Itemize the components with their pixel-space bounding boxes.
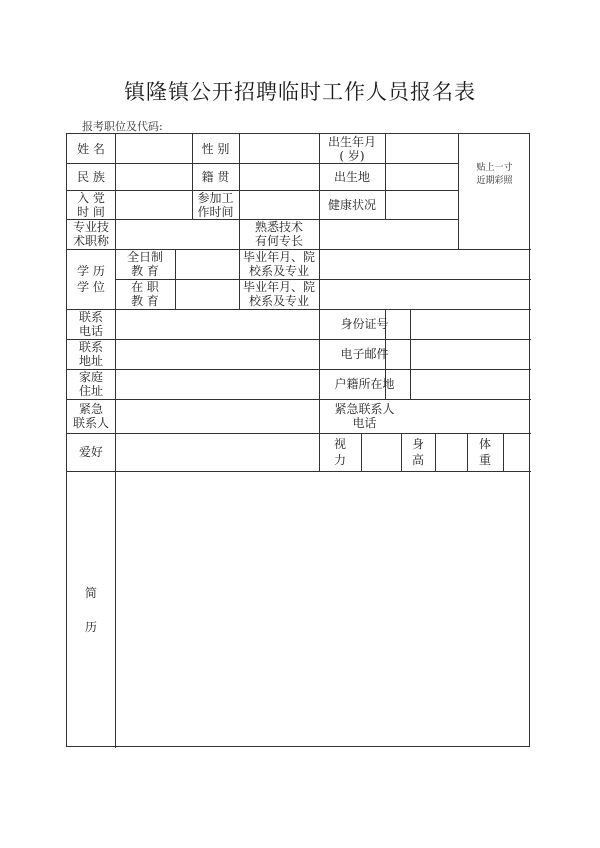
professional-title-label: 专业技 术职称 xyxy=(72,220,109,248)
weight-label: 体 重 xyxy=(478,437,491,467)
weight-field[interactable] xyxy=(503,433,531,471)
id-number-field[interactable] xyxy=(410,309,531,339)
height-field[interactable] xyxy=(435,433,467,471)
inservice-education-label: 在 职 教 育 xyxy=(131,280,159,308)
ethnicity-label: 民 族 xyxy=(77,169,105,184)
inservice-education-field[interactable] xyxy=(175,279,239,309)
birth-date-label: 出生年月 ( 岁) xyxy=(327,134,376,163)
name-field[interactable] xyxy=(115,134,192,163)
height-label: 身 高 xyxy=(411,437,424,467)
native-place-field[interactable] xyxy=(239,163,319,190)
address-field[interactable] xyxy=(115,339,319,369)
gender-field[interactable] xyxy=(239,134,319,163)
skills-field[interactable] xyxy=(319,219,458,249)
household-field[interactable] xyxy=(410,369,531,399)
vision-label: 视 力 xyxy=(333,437,346,467)
photo-box[interactable]: 贴上一寸 近期彩照 xyxy=(476,163,513,186)
position-code-label: 报考职位及代码: xyxy=(82,120,163,133)
emergency-contact-label: 紧急 联系人 xyxy=(72,402,109,430)
home-address-label: 家庭 住址 xyxy=(78,370,103,398)
professional-title-field[interactable] xyxy=(115,219,239,249)
party-join-field[interactable] xyxy=(115,190,192,219)
party-join-label: 入 党 时 间 xyxy=(77,190,105,219)
name-label: 姓 名 xyxy=(77,141,105,156)
health-field[interactable] xyxy=(385,190,458,219)
emergency-phone-label: 紧急联系人 电话 xyxy=(334,402,395,430)
vision-field[interactable] xyxy=(361,433,401,471)
emergency-contact-field[interactable] xyxy=(115,399,319,433)
hobby-label: 爱好 xyxy=(78,445,103,459)
registration-form xyxy=(66,133,530,747)
birth-date-field[interactable] xyxy=(385,134,458,163)
hobby-field[interactable] xyxy=(115,433,319,471)
gender-label: 性 别 xyxy=(201,141,230,156)
inservice-graduation-label: 毕业年月、院 校系及专业 xyxy=(242,280,315,308)
address-label: 联系 地址 xyxy=(78,340,103,368)
inservice-graduation-field[interactable] xyxy=(319,279,531,309)
phone-field[interactable] xyxy=(115,309,319,339)
fulltime-graduation-label: 毕业年月、院 校系及专业 xyxy=(242,250,315,278)
ethnicity-field[interactable] xyxy=(115,163,192,190)
birthplace-label: 出生地 xyxy=(333,169,370,184)
household-label: 户籍所在地 xyxy=(334,377,395,391)
work-start-label: 参加工 作时间 xyxy=(197,190,234,219)
resume-label: 简 历 xyxy=(84,585,97,634)
fulltime-graduation-field[interactable] xyxy=(319,249,531,279)
work-start-field[interactable] xyxy=(239,190,319,219)
native-place-label: 籍 贯 xyxy=(201,169,230,184)
fulltime-education-field[interactable] xyxy=(175,249,239,279)
email-label: 电子邮件 xyxy=(340,347,389,361)
id-number-label: 身份证号 xyxy=(340,317,389,331)
email-field[interactable] xyxy=(410,339,531,369)
phone-label: 联系 电话 xyxy=(78,310,103,338)
education-label: 学 历 学 位 xyxy=(77,264,105,294)
resume-field[interactable] xyxy=(115,471,531,748)
skills-label: 熟悉技术 有何专长 xyxy=(254,220,303,248)
emergency-phone-field[interactable] xyxy=(410,399,531,433)
form-title: 镇隆镇公开招聘临时工作人员报名表 xyxy=(124,80,476,104)
health-label: 健康状况 xyxy=(327,197,376,212)
home-address-field[interactable] xyxy=(115,369,319,399)
fulltime-education-label: 全日制 教 育 xyxy=(126,250,163,278)
birthplace-field[interactable] xyxy=(385,163,458,190)
